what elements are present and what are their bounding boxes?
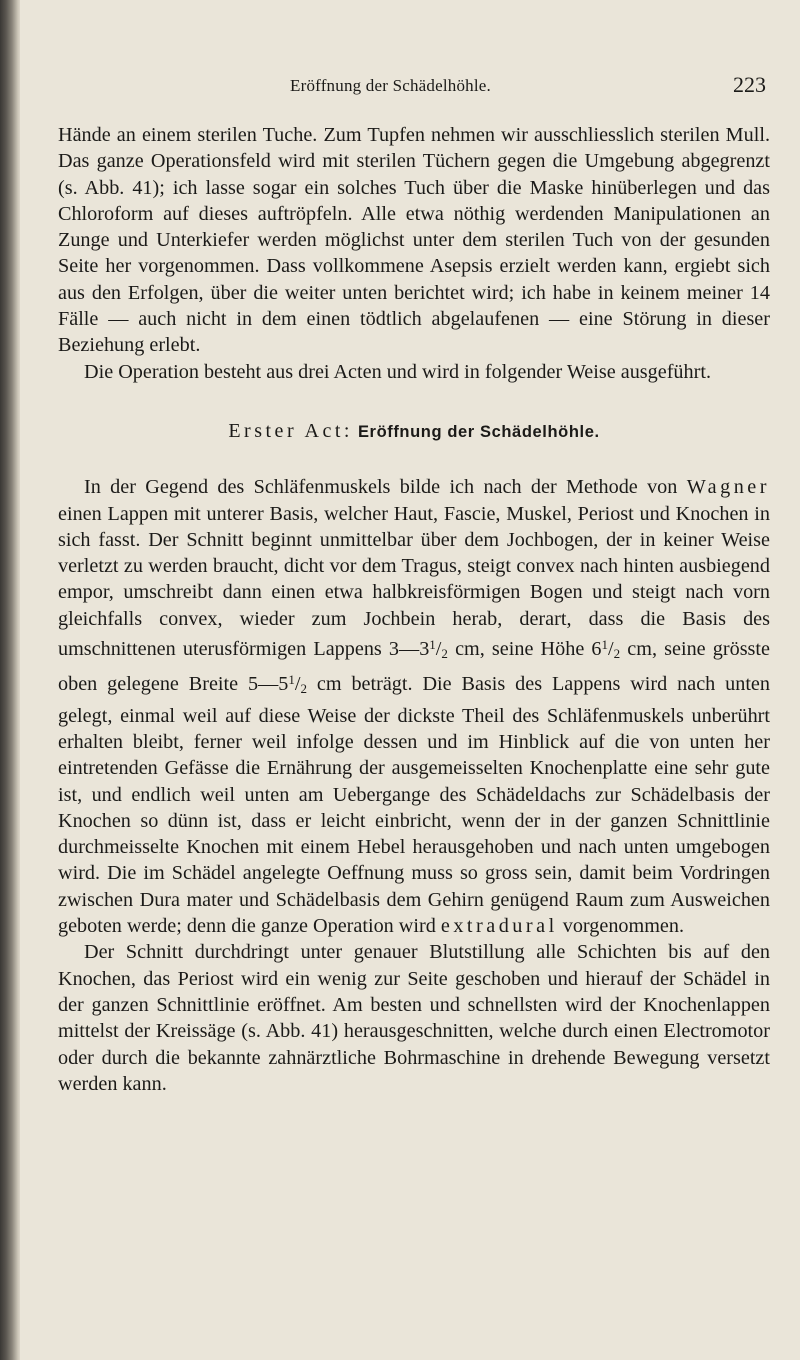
paragraph-3-part-c: cm, seine Höhe 6 xyxy=(455,638,602,661)
section-act-label: Erster Act: xyxy=(228,419,353,442)
paragraph-3: In der Gegend des Schläfenmuskels bilde ich nach der Methode von Wagner einen Lappen mit unterer Basis, welcher Haut, Fascie, Muskel, Periost und Knochen in sich fasst. Der Schnitt beginnt unmittelbar über dem Jochbogen, der in keiner Weise verletzt zu werden braucht, dicht vor dem Tragus, steigt convex nach hinten ausbiegend empor, umschreibt dann einen etwa halbkreisförmigen Bogen und steigt nach vorn gleichfalls convex, wieder zum Jochbein herab, derart, dass die Basis des umschnittenen uterusförmigen Lappens $3—3^1/2$ cm, seine Höhe $6^1/2$ cm, seine grösste oben gelegene Breite $5—5^1/2$ cm beträgt. Die Basis des Lappens wird nach unten gelegt, einmal weil auf diese Weise der dickste Theil des Schläfenmuskels unberührt erhalten bleibt, ferner weil infolge dessen und im Hinblick auf die von unten her eintretenden Gefässe die Ernährung der ausgemeisselten Knochenplatte eine sehr gute ist, und endlich weil unten am Uebergange des Schädeldachs zur Schädelbasis der Knochen so dünn ist, dass er leicht einbricht, wenn der in der ganzen Schnittlinie durchmeisselte Knochen mit einem Hebel herausgehoben und nach unten umgebogen wird. Die im Schädel angelegte Oeffnung muss so gross sein, damit beim Vordringen zwischen Dura mater und Schädelbasis dem Gehirn genügend Raum zum Ausweichen geboten werde; denn die ganze Operation wird extradural vorgenommen. xyxy=(58,476,770,938)
page-number: 223 xyxy=(733,72,766,97)
paragraph-1: Hände an einem sterilen Tuche. Zum Tupfen nehmen wir ausschliesslich sterilen Mull. Das ganze Operationsfeld wird mit sterilen Tüchern gegen die Umgebung abgegrenzt (s. Abb. 41); ich lasse sogar ein solches Tuch über die Maske hinüberlegen und das Chloroform auf dieses auftröpfeln. Alle etwa nöthig werdenden Manipulationen an Zunge und Unterkiefer werden möglichst unter dem sterilen Tuch von der gesunden Seite her vorgenommen. Dass vollkommene Asepsis erzielt werden kann, ergiebt sich aus den Erfolgen, über die weiter unten berichtet wird; ich habe in keinem meiner 14 Fälle — auch nicht in dem einen tödtlich abgelaufenen — eine Störung in dieser Beziehung erlebt. xyxy=(58,124,770,357)
paragraph-3-part-e: cm beträgt. Die Basis des Lappens wird nach unten gelegt, einmal weil auf diese Weise der dickste Theil des Schläfenmuskels unberührt erhalten bleibt, ferner weil infolge dessen und im Hinblick auf die von unten her eintretenden Gefässe die Ernährung der ausgemeisselten Knochenplatte eine sehr gute ist, und endlich weil unten am Uebergange des Schädeldachs zur Schädelbasis der Knochen so dünn ist, dass er leicht einbricht, wenn der in der ganzen Schnittlinie durchmeisselte Knochen mit einem Hebel herausgehoben und nach unten umgebogen wird. Die im Schädel angelegte Oeffnung muss so gross sein, damit beim Vordringen zwischen Dura mater und Schädelbasis dem Gehirn genügend Raum zum Ausweichen geboten werde; denn die ganze Operation wird xyxy=(58,673,770,938)
section-title: Eröffnung der Schädelhöhle. xyxy=(357,422,600,441)
paragraph-3-part-d: cm, seine grösste oben gelegene Breite 5—5 xyxy=(58,638,770,696)
fraction-numerator: 1 xyxy=(429,637,436,653)
paragraph-3-part-a: In der Gegend des Schläfenmuskels bilde ich nach der Methode von xyxy=(84,476,678,499)
fraction-numerator: 1 xyxy=(601,637,609,653)
fraction-denominator: 2 xyxy=(613,646,621,662)
fraction-numerator: 1 xyxy=(288,672,295,688)
fraction-denominator: 2 xyxy=(441,646,448,662)
fraction-denominator: 2 xyxy=(300,681,307,697)
paragraph-3-part-f: vorgenommen. xyxy=(562,915,685,938)
emphasis-extradural: extradural xyxy=(440,915,558,938)
paragraph-4: Der Schnitt durchdringt unter genauer Blutstillung alle Schichten bis auf den Knochen, das Periost wird ein wenig zur Seite geschoben und hierauf der Schädel in der ganzen Schnittlinie eröffnet. Am besten und schnellsten wird der Knochenlappen mittelst der Kreissäge (s. Abb. 41) herausgeschnitten, welche durch einen Electromotor oder durch die bekannte zahnärztliche Bohrmaschine in drehende Bewegung versetzt werden kann. xyxy=(58,941,770,1095)
paragraph-2: Die Operation besteht aus drei Acten und wird in folgender Weise ausgeführt. xyxy=(84,360,711,383)
book-page xyxy=(58,70,770,1097)
running-title: Eröffnung der Schädelhöhle. xyxy=(290,76,491,95)
paragraph-3-part-b: einen Lappen mit unterer Basis, welcher Haut, Fascie, Muskel, Periost und Knochen in sich fasst. Der Schnitt beginnt unmittelbar über dem Jochbogen, der in keiner Weise verletzt zu werden braucht, dicht vor dem Tragus, steigt convex nach hinten ausbiegend empor, umschreibt dann einen etwa halbkreisförmigen Bogen und steigt nach vorn gleichfalls convex, wieder zum Jochbein herab, derart, dass die Basis des umschnittenen uterusförmigen Lappens 3—3 xyxy=(58,502,770,661)
page-header xyxy=(58,70,770,102)
book-binding-shadow xyxy=(0,0,20,1360)
body-text xyxy=(58,122,770,1097)
section-heading xyxy=(58,418,770,445)
author-name-wagner: Wagner xyxy=(686,476,770,499)
